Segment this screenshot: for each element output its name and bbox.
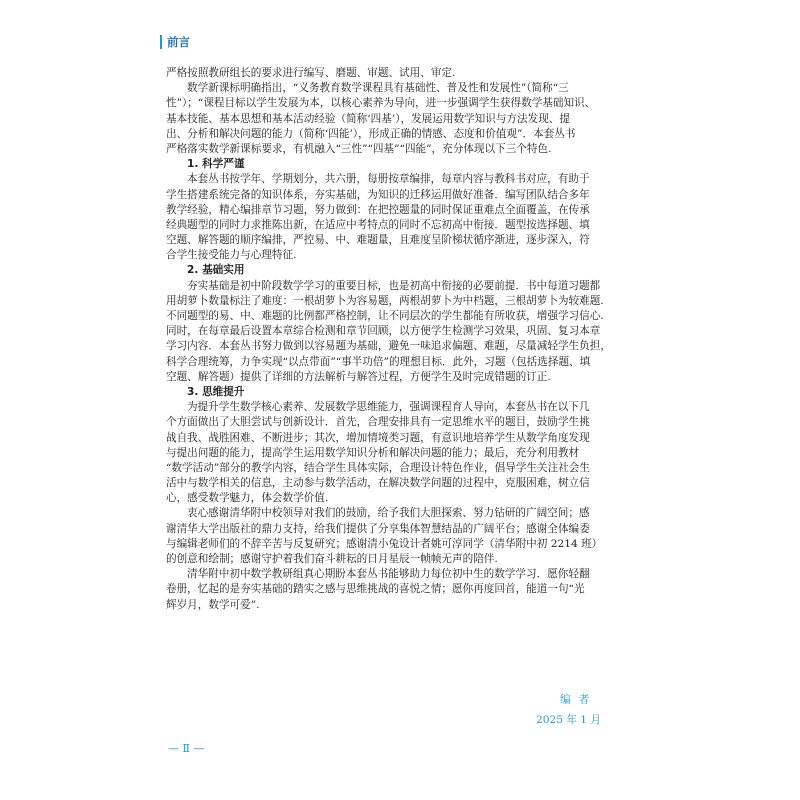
paragraph-line: 夯实基础是初中阶段数学学习的重要目标，也是初高中衔接的必要前提．书中每道习题都: [187, 279, 601, 292]
page-number: — Ⅱ —: [168, 742, 205, 755]
paragraph-line: 出、分析和解决问题的能力（简称‘四能’），形成正确的情感、态度和价值观”．本套丛书: [166, 127, 576, 140]
paragraph-line: 不同题型的易、中、难题的比例都严格控制，让不同层次的学生都能有所收获，增强学习信心.: [166, 310, 604, 322]
paragraph-line: “数学活动”部分的教学内容，结合学生具体实际，合理设计特色作业，倡导学生关注社会生: [166, 461, 590, 474]
paragraph-line: 与编辑老师们的不辞辛苦与反复研究；感谢清小兔设计者姚可淳同学（清华附中初 2214 班）: [166, 537, 603, 550]
paragraph-line: 本套丛书按学年、学期划分，共六册，每册按章编排，每章内容与教科书对应，有助于: [187, 173, 590, 186]
preface-body: [166, 66, 646, 613]
header-accent-bar: [160, 35, 162, 49]
paragraph-line: 为提升学生数学核心素养、发展数学思维能力，强调课程育人导向，本套丛书在以下几: [187, 401, 590, 414]
paragraph-line: 严格按照教研组长的要求进行编写、磨题、审题、试用、审定.: [166, 67, 456, 79]
page-header-title: 前言: [167, 35, 190, 49]
paragraph-line: 卷册，忆起的是夯实基础的踏实之感与思维挑战的喜悦之情；愿你再度回首，能道一句“光: [166, 583, 585, 596]
author-signature: 编者: [560, 694, 598, 706]
paragraph-line: 心，感受数学魅力，体会数学价值.: [166, 492, 329, 505]
paragraph-line: 学习内容．本套丛书努力做到以容易题为基础，避免一味追求偏题、难题，尽量减轻学生负担，: [166, 340, 611, 353]
paragraph-line: 与提出问题的能力，提高学生运用数学知识分析和解决问题的能力；最后，充分利用教材: [166, 446, 580, 459]
paragraph-line: 科学合理统筹，力争实现“以点带面”“事半功倍”的理想目标．此外，习题（包括选择题、填: [166, 355, 591, 368]
paragraph-line: 学生搭建系统完备的知识体系，夯实基础，为知识的迁移运用做好准备．编写团队结合多年: [166, 188, 590, 201]
paragraph-line: 性”）；“课程目标以学生发展为本，以核心素养为导向，进一步强调学生获得数学基础知识、: [166, 97, 596, 110]
paragraph-line: 同时，在每章最后设置本章综合检测和章节回顾，以方便学生检测学习效果，巩固、复习本章: [166, 325, 601, 338]
paragraph-line: 基本技能、基本思想和基本活动经验（简称‘四基’），发展运用数学知识与方法发现、提: [166, 112, 570, 125]
section-heading: 3. 思维提升: [187, 385, 245, 398]
paragraph-line: 衷心感谢清华附中校领导对我们的鼓励，给予我们大胆探索、努力钻研的广阔空间；感: [187, 507, 590, 520]
paragraph-line: 合学生接受能力与心理特征.: [166, 249, 297, 262]
paragraph-line: 清华附中初中数学教研组真心期盼本套丛书能够助力每位初中生的数学学习．愿你轻翻: [187, 568, 590, 581]
paragraph-line: 空题、解答题）提供了详细的方法解析与解答过程，方便学生及时完成错题的订正.: [166, 370, 551, 383]
paragraph-line: 活中与数学相关的信息，主动参与数学活动，在解决数学问题的过程中，克服困难，树立信: [166, 477, 590, 490]
paragraph-line: 数学新课标明确指出，“义务教育数学课程具有基础性、普及性和发展性”（简称“三: [187, 82, 569, 95]
signature-date: 2025 年 1 月: [536, 714, 601, 726]
paragraph-line: 的创意和绘制；感谢守护着我们奋斗耕耘的日月星辰一帧帧无声的陪伴.: [166, 553, 498, 565]
paragraph-line: 空题、解答题的顺序编排，严控易、中、难题量，且难度呈阶梯状循序渐进，逐步深入，符: [166, 234, 590, 247]
paragraph-line: 辉岁月，数学可爱”.: [166, 598, 260, 611]
section-heading: 2. 基础实用: [187, 264, 245, 277]
paragraph-line: 严格落实数学新课标要求，有机融入“三性”“四基”“四能”，充分体现以下三个特色.: [166, 142, 552, 155]
paragraph-line: 经典题型的同时力求推陈出新，在适应中考特点的同时不忘初高中衔接．题型按选择题、填: [166, 218, 590, 231]
paragraph-line: 个方面做出了大胆尝试与创新设计．首先，合理安排具有一定思维水平的题目，鼓励学生挑: [166, 416, 590, 429]
paragraph-line: 谢清华大学出版社的鼎力支持，给我们提供了分享集体智慧结晶的广阔平台；感谢全体编委: [166, 522, 590, 535]
page-header: [160, 34, 190, 50]
paragraph-line: 战自我、战胜困难、不断进步；其次，增加情境类习题，有意识地培养学生从数学角度发现: [166, 431, 590, 444]
paragraph-line: 教学经验，精心编排章节习题，努力做到：在把控题量的同时保证重难点全面覆盖，在传承: [166, 203, 590, 216]
paragraph-line: 用胡萝卜数量标注了难度：一根胡萝卜为容易题，两根胡萝卜为中档题，三根胡萝卜为较难题.: [166, 294, 604, 307]
section-heading: 1. 科学严谨: [187, 158, 245, 171]
